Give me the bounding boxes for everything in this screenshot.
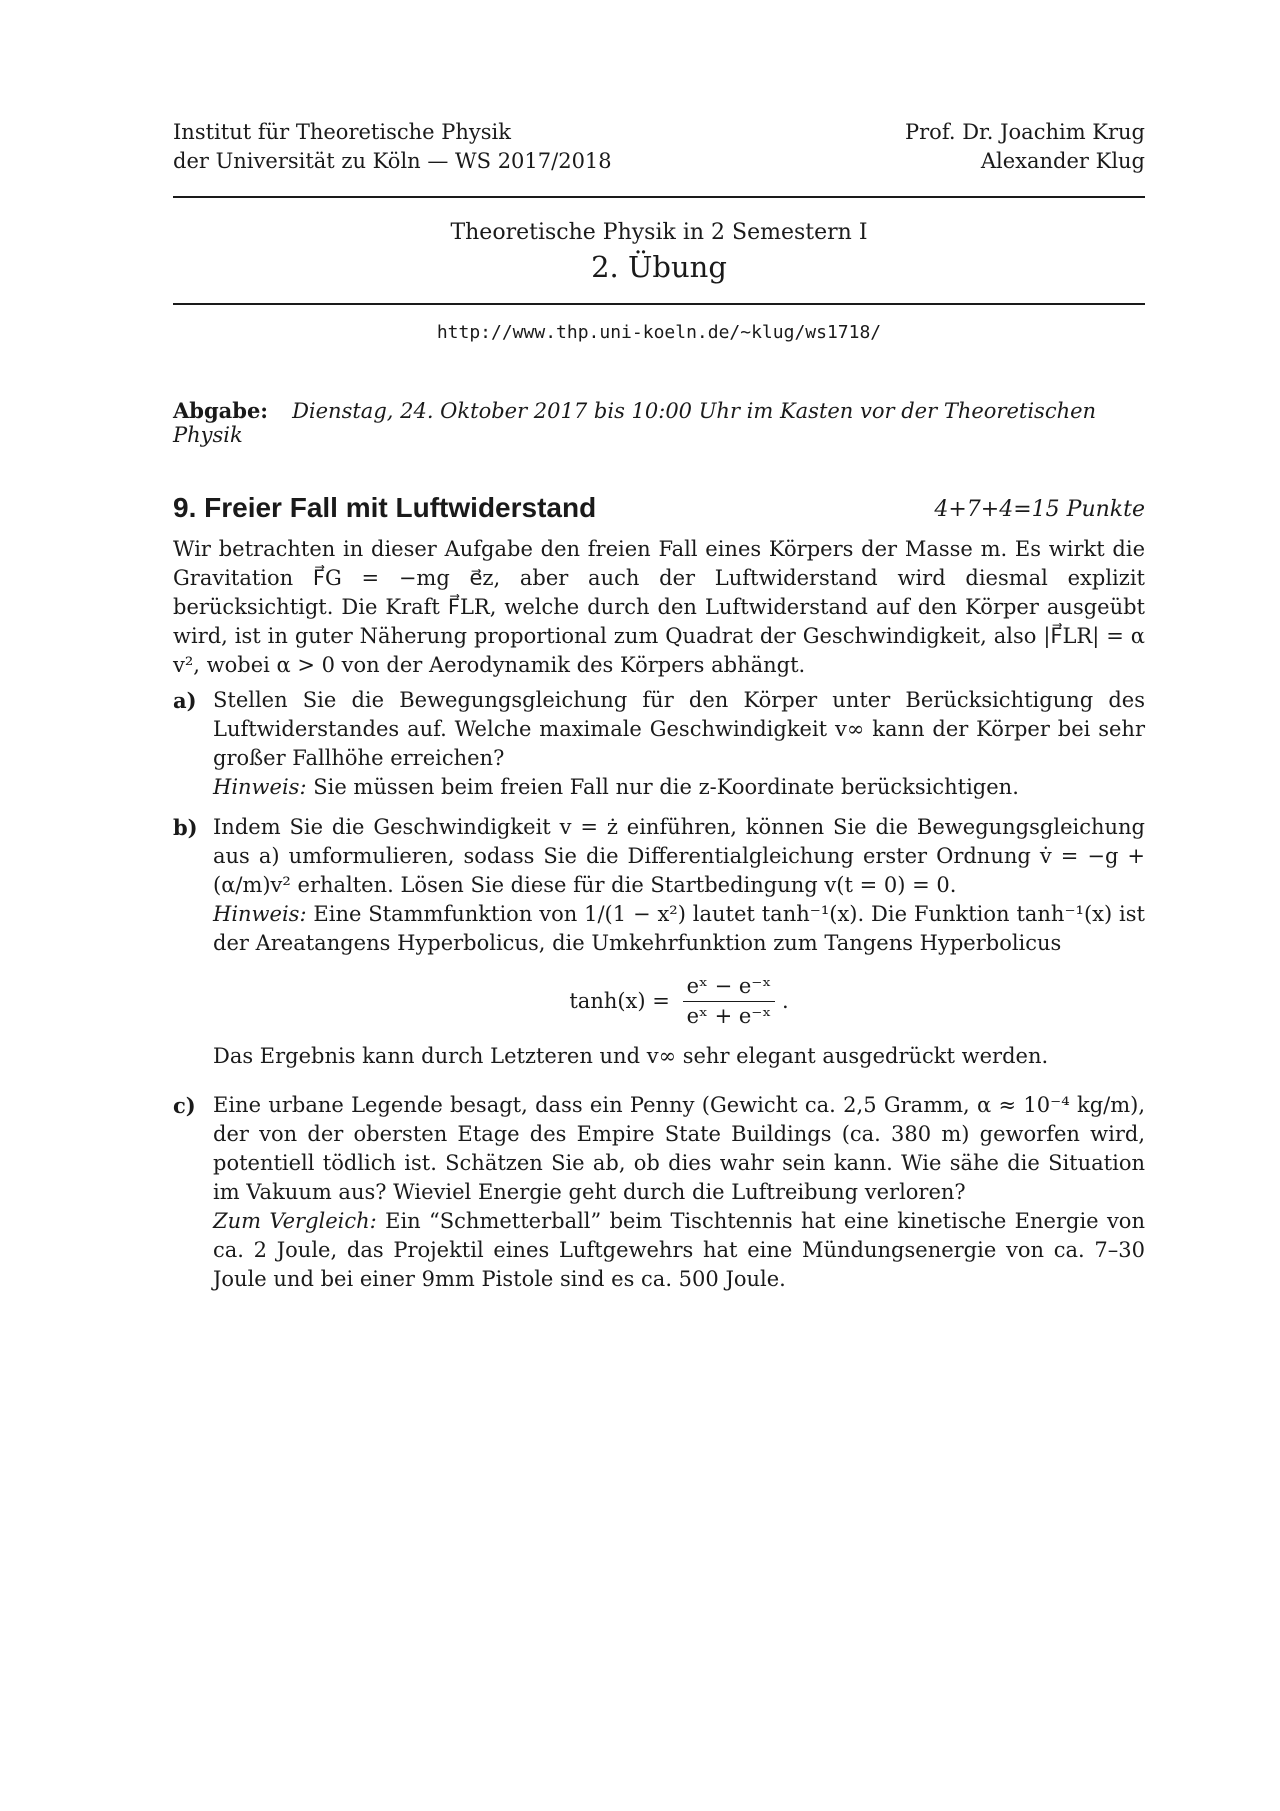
part-a-hint <box>213 773 1145 802</box>
professor-name: Prof. Dr. Joachim Krug <box>905 120 1145 144</box>
part-c-hint <box>213 1207 1145 1294</box>
sheet-title: 2. Übung <box>591 250 727 284</box>
header-rule-bottom <box>173 303 1145 305</box>
part-a-text: Stellen Sie die Bewegungsgleichung für den Körper unter Berücksichtigung des Luftwiderstandes auf. Welche maximale Geschwindigkeit v∞ kann der Körper bei sehr großer Fallhöhe erreichen? <box>213 688 1145 770</box>
part-a-hint-text: Sie müssen beim freien Fall nur die z-Koordinate berücksichtigen. <box>313 775 1019 799</box>
problem-title: 9. Freier Fall mit Luftwiderstand <box>173 492 597 523</box>
part-c-hint-text: Ein “Schmetterball” beim Tischtennis hat eine kinetische Energie von ca. 2 Joule, das Projektil eines Luftgewehrs hat eine Mündungsenergie von ca. 7–30 Joule und bei einer 9mm Pistole sind es ca. 500 Joule. <box>213 1209 1145 1291</box>
part-b-hint-label: Hinweis: <box>213 902 307 926</box>
part-c-text: Eine urbane Legende besagt, dass ein Penny (Gewicht ca. 2,5 Gramm, α ≈ 10⁻⁴ kg/m), der von der obersten Etage des Empire State Buildings (ca. 380 m) geworfen wird, potentiell tödlich ist. Schätzen Sie ab, ob dies wahr sein kann. Wie sähe die Situation im Vakuum aus? Wieviel Energie geht durch die Luftreibung verloren? <box>213 1093 1145 1204</box>
formula-denominator: eˣ + e⁻ˣ <box>686 1004 772 1028</box>
part-b-text: Indem Sie die Geschwindigkeit v = ż einführen, können Sie die Bewegungsgleichung aus a) umformulieren, sodass Sie die Differentialgleichung erster Ordnung v̇ = −g + (α/m)v² erhalten. Lösen Sie diese für die Startbedingung v(t = 0) = 0. <box>213 815 1145 897</box>
course-title: Theoretische Physik in 2 Semestern I <box>450 220 868 245</box>
part-b-hint-text: Eine Stammfunktion von 1/(1 − x²) lautet tanh⁻¹(x). Die Funktion tanh⁻¹(x) ist der Areatangens Hyperbolicus, die Umkehrfunktion zum Tangens Hyperbolicus <box>213 902 1145 955</box>
part-c-label: c) <box>173 1093 196 1118</box>
institute-name: Institut für Theoretische Physik <box>173 120 511 144</box>
due-label: Abgabe: <box>173 398 269 423</box>
assistant-name: Alexander Klug <box>980 149 1145 173</box>
formula-lhs: tanh(x) = <box>569 989 670 1013</box>
part-c-hint-label: Zum Vergleich: <box>213 1209 377 1233</box>
part-a-label: a) <box>173 688 197 713</box>
due-line <box>173 398 1145 447</box>
part-b-after: Das Ergebnis kann durch Letzteren und v∞ sehr elegant ausgedrückt werden. <box>213 1044 1049 1068</box>
formula-period: . <box>781 989 789 1013</box>
part-a-hint-label: Hinweis: <box>213 775 307 799</box>
institute-block <box>173 118 612 176</box>
due-text: Dienstag, 24. Oktober 2017 bis 10:00 Uhr im Kasten vor der Theoretischen Physik <box>173 399 1097 447</box>
lecturer-block <box>905 118 1145 176</box>
formula-fraction <box>683 972 776 1031</box>
tanh-formula <box>213 958 1145 1042</box>
header-rule-top <box>173 196 1145 198</box>
course-url[interactable]: http://www.thp.uni-koeln.de/~klug/ws1718/ <box>436 322 882 343</box>
part-b-hint <box>213 900 1145 958</box>
problem-intro: Wir betrachten in dieser Aufgabe den freien Fall eines Körpers der Masse m. Es wirkt die Gravitation F⃗G = −mg e⃗z, aber auch der Luftwiderstand wird diesmal explizit berücksichtigt. Die Kraft F⃗LR, welche durch den Luftwiderstand auf den Körper ausgeübt wird, ist in guter Näherung proportional zum Quadrat der Geschwindigkeit, also |F⃗LR| = α v², wobei α > 0 von der Aerodynamik des Körpers abhängt. <box>173 537 1145 677</box>
formula-numerator: eˣ − e⁻ˣ <box>683 972 776 1002</box>
university-semester: der Universität zu Köln — WS 2017/2018 <box>173 149 612 173</box>
problem-points: 4+7+4=15 Punkte <box>934 497 1145 522</box>
part-b-label: b) <box>173 815 198 840</box>
